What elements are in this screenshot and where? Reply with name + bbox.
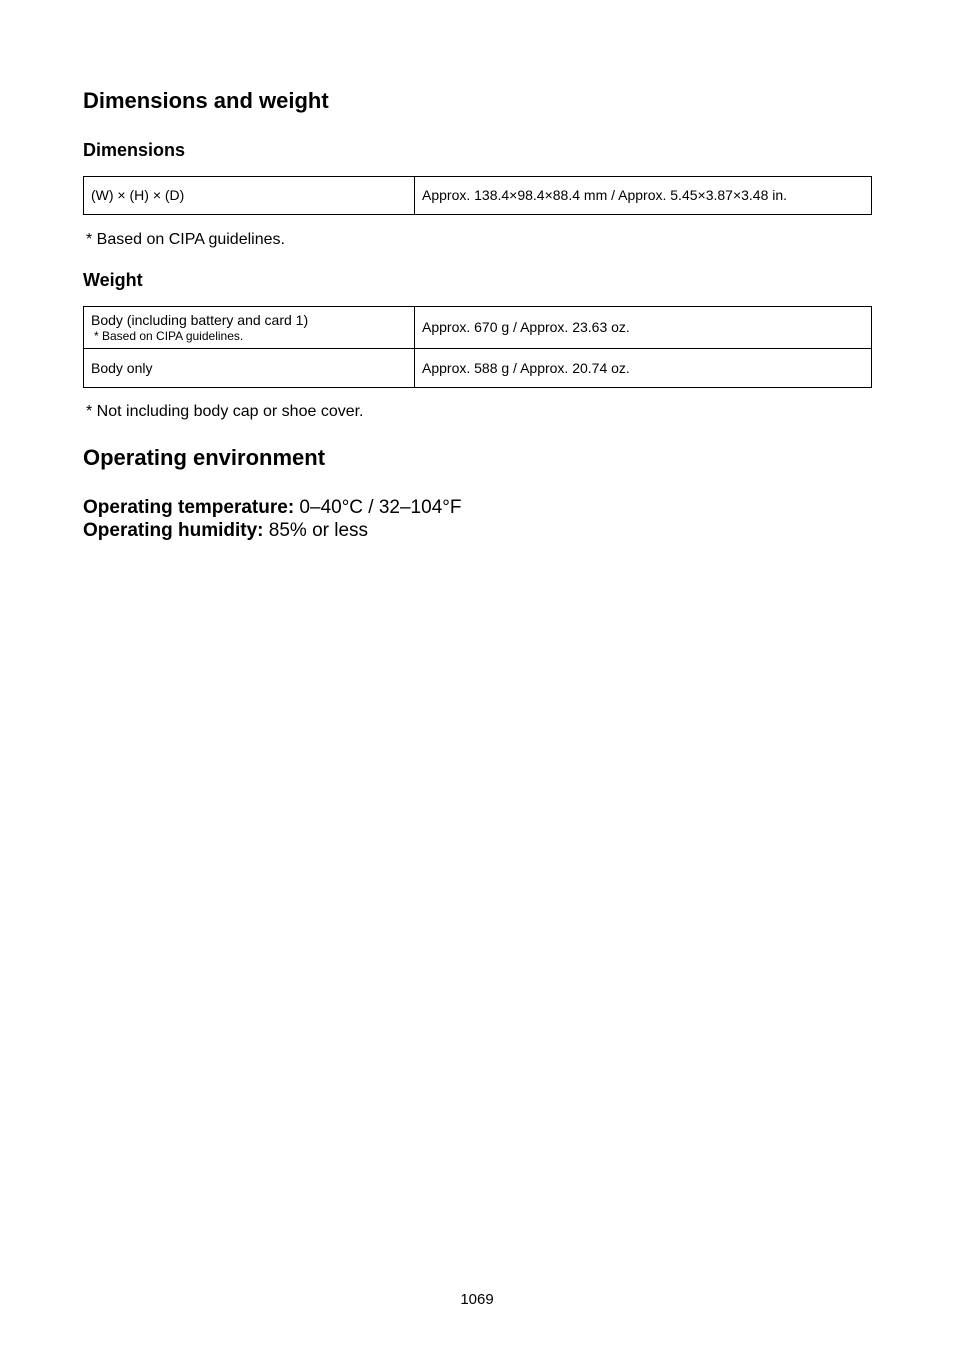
subsection-title-dimensions: Dimensions <box>83 140 186 160</box>
operating-humidity-label: Operating humidity: <box>83 520 264 541</box>
section-title-operating-environment: Operating environment <box>83 445 326 470</box>
subsection-title-weight: Weight <box>83 270 143 290</box>
weight-value-cell: Approx. 670 g / Approx. 23.63 oz. <box>415 307 872 349</box>
operating-humidity-line <box>83 519 368 542</box>
dimensions-footnote: * Based on CIPA guidelines. <box>86 231 285 248</box>
table-row <box>84 177 872 215</box>
table-row <box>84 307 872 349</box>
weight-value-cell: Approx. 588 g / Approx. 20.74 oz. <box>415 349 872 388</box>
weight-table <box>83 306 872 388</box>
table-row <box>84 349 872 388</box>
weight-label-cell <box>84 307 415 349</box>
weight-label-text: Body (including battery and card 1) <box>91 312 309 328</box>
section-title-dimensions-weight: Dimensions and weight <box>83 88 329 113</box>
dimensions-table <box>83 176 872 215</box>
weight-footnote: * Not including body cap or shoe cover. <box>86 403 364 420</box>
weight-label-subnote: * Based on CIPA guidelines. <box>94 329 244 343</box>
dimensions-label-cell: (W) × (H) × (D) <box>84 177 415 215</box>
operating-temperature-label: Operating temperature: <box>83 497 295 518</box>
operating-humidity-value: 85% or less <box>263 520 369 541</box>
operating-temperature-line <box>83 496 461 519</box>
dimensions-value-cell: Approx. 138.4×98.4×88.4 mm / Approx. 5.45×3.87×3.48 in. <box>415 177 872 215</box>
weight-label-cell: Body only <box>84 349 415 388</box>
operating-temperature-value: 0–40°C / 32–104°F <box>294 497 462 518</box>
page-number: 1069 <box>460 1291 494 1308</box>
